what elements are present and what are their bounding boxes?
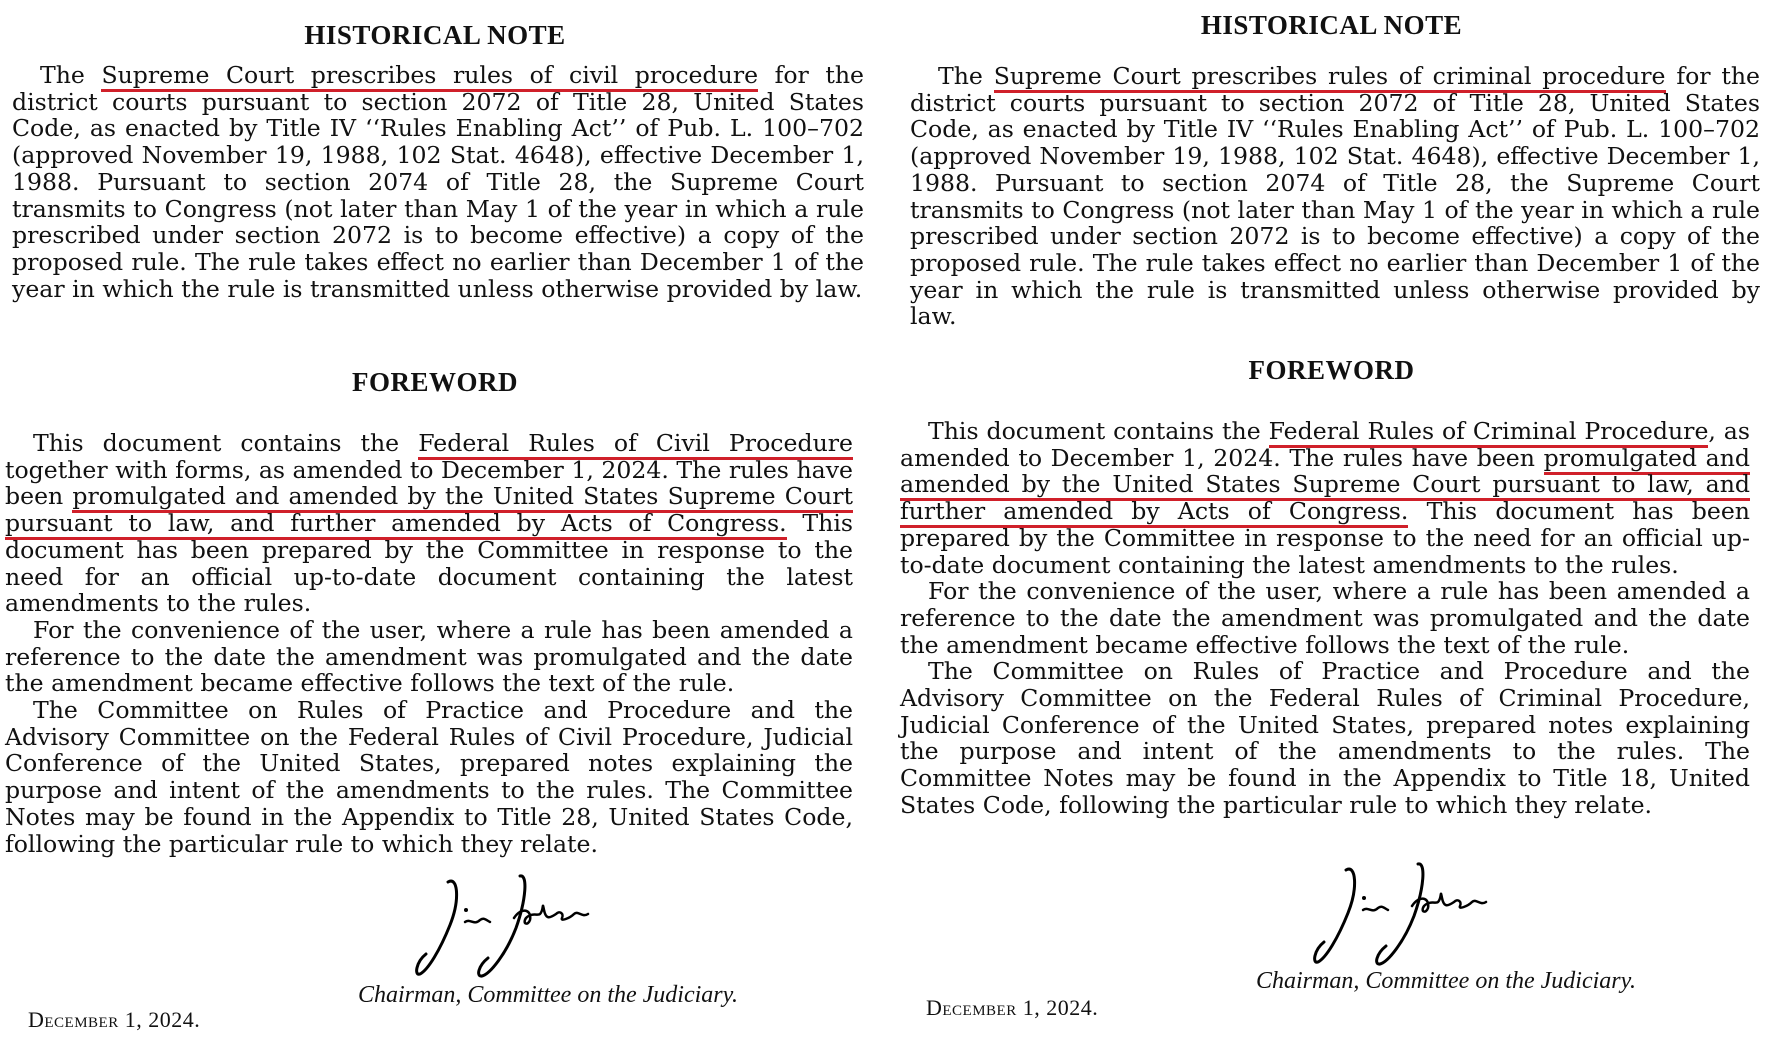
foreword-heading: FOREWORD [1248, 355, 1415, 385]
highlight-federal-rules-civil: Federal Rules of Civil Procedure [418, 429, 853, 460]
highlight-promulgated: promulgated and amended by the United States Supreme Court pursuant to law, and further amended by Acts of Congress. [5, 482, 853, 540]
historical-note-text: The Supreme Court prescribes rules of criminal procedure for the district courts pursuant to section 2072 of Title 28, United States Code, as enacted by Title IV ‘‘Rules Enabling Act’’ of Pub. L. 100–702 (approved November 19, 1988, 102 Stat. 4648), effective December 1, 1988. Pursuant to section 2074 of Title 28, the Supreme Court transmits to Congress (not later than May 1 of the year in which a rule prescribed under section 2072 is to become effective) a copy of the proposed rule. The rule takes effect no earlier than December 1 of the year in which the rule is transmitted unless otherwise provided by law. [910, 62, 1760, 331]
highlight-supreme-court-criminal: Supreme Court prescribes rules of criminal procedure [994, 62, 1666, 93]
foreword-date: December 1, 2024. [926, 995, 1099, 1020]
highlight-supreme-court-civil: Supreme Court prescribes rules of civil procedure [101, 61, 758, 92]
historical-note-text: The Supreme Court prescribes rules of civil procedure for the district courts pursuant to section 2072 of Title 28, United States Code, as enacted by Title IV ‘‘Rules Enabling Act’’ of Pub. L. 100–702 (approved November 19, 1988, 102 Stat. 4648), effective December 1, 1988. Pursuant to section 2074 of Title 28, the Supreme Court transmits to Congress (not later than May 1 of the year in which a rule prescribed under section 2072 is to become effective) a copy of the proposed rule. The rule takes effect no earlier than December 1 of the year in which the rule is transmitted unless otherwise provided by law. [12, 61, 864, 303]
historical-note-heading: HISTORICAL NOTE [1200, 10, 1463, 40]
foreword-heading: FOREWORD [352, 367, 518, 397]
chairman-title: Chairman, Committee on the Judiciary. [358, 982, 738, 1008]
signature-image [1308, 858, 1508, 973]
signature-image [410, 870, 610, 985]
foreword-text: This document contains the Federal Rules of Criminal Procedure, as amended to December 1, 2024. The rules have been promulgated and amended by the United States Supreme Court pursuant to law, and further amended by Acts of Congress. This document has been prepared by the Committee in response to the need for an official up-to-date document containing the latest amendments to the rules. For the convenience of the user, where a rule has been amended a reference to the date the amendment was promulgated and the date the amendment became effective follows the text of the rule. The Committee on Rules of Practice and Procedure and the Advisory Committee on the Federal Rules of Criminal Procedure, Judicial Conference of the United States, prepared notes explaining the purpose and intent of the amendments to the rules. The Committee Notes may be found in the Appendix to Title 18, United States Code, following the particular rule to which they relate. [900, 417, 1750, 819]
right-page [898, 0, 1765, 1045]
chairman-title: Chairman, Committee on the Judiciary. [1256, 968, 1636, 994]
highlight-promulgated: promulgated and amended by the United States Supreme Court pursuant to law, and further amended by Acts of Congress. [900, 444, 1750, 528]
highlight-federal-rules-criminal: Federal Rules of Criminal Procedure [1269, 417, 1709, 448]
left-page [0, 0, 870, 1045]
foreword-text: This document contains the Federal Rules of Civil Procedure together with forms, as amended to December 1, 2024. The rules have been promulgated and amended by the United States Supreme Court pursuant to law, and further amended by Acts of Congress. This document has been prepared by the Committee in response to the need for an official up-to-date document containing the latest amendments to the rules. For the convenience of the user, where a rule has been amended a reference to the date the amendment was promulgated and the date the amendment became effective follows the text of the rule. The Committee on Rules of Practice and Procedure and the Advisory Committee on the Federal Rules of Civil Procedure, Judicial Conference of the United States, prepared notes explaining the purpose and intent of the amendments to the rules. The Committee Notes may be found in the Appendix to Title 28, United States Code, following the particular rule to which they relate. [5, 429, 854, 858]
foreword-date: December 1, 2024. [28, 1007, 201, 1032]
historical-note-heading: HISTORICAL NOTE [304, 20, 566, 50]
